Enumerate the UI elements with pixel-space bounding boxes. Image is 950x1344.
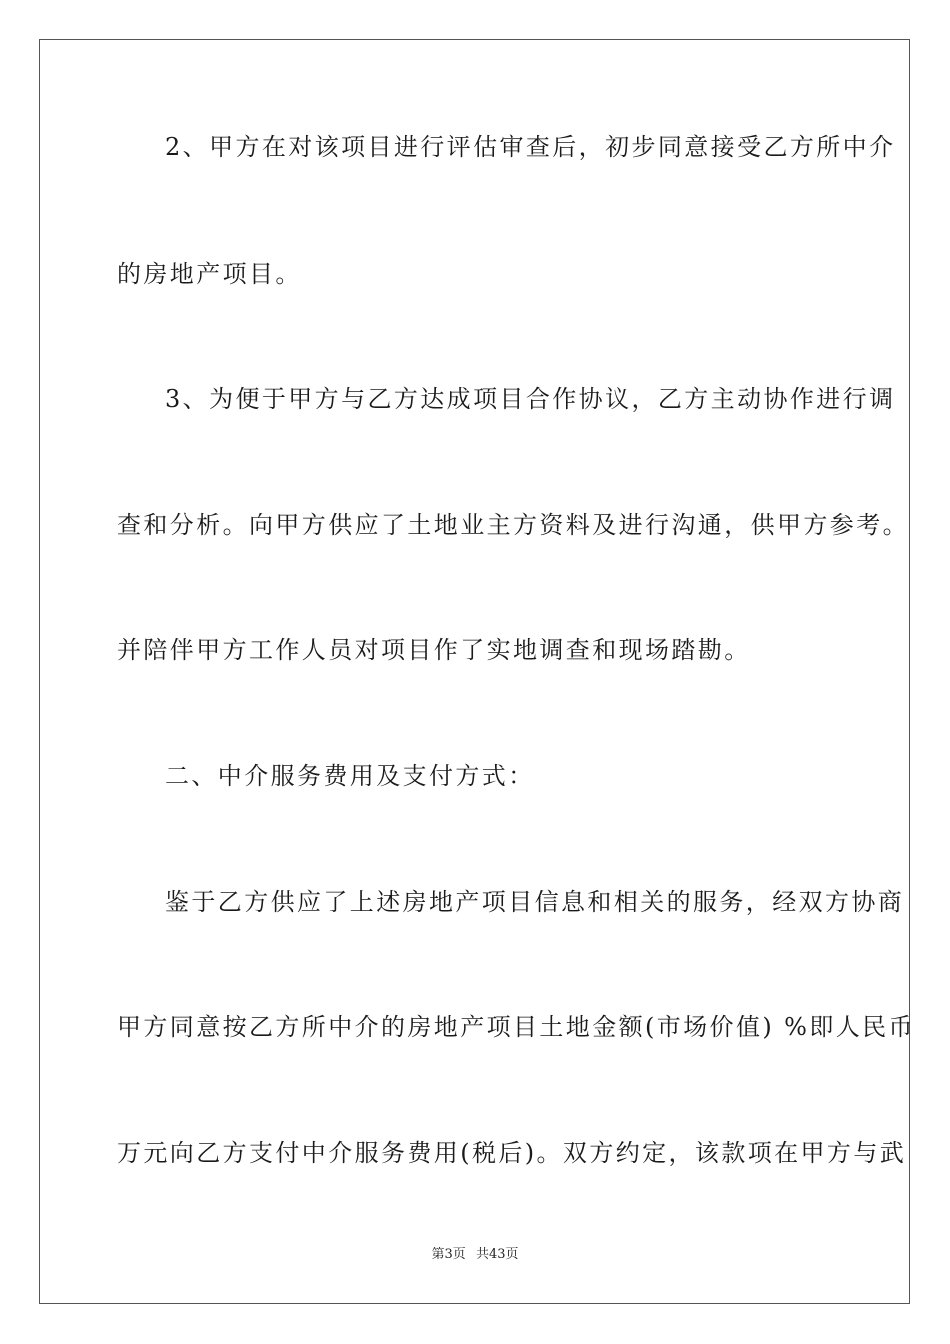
page-footer	[0, 1246, 950, 1264]
current-page-number: 第3页	[431, 1247, 466, 1262]
total-pages: 共43页	[475, 1247, 519, 1262]
paragraph-line: 并陪伴甲方工作人员对项目作了实地调查和现场踏勘。	[117, 636, 751, 664]
paragraph-line: 查和分析。向甲方供应了土地业主方资料及进行沟通，供甲方参考。	[117, 511, 909, 539]
paragraph-line: 甲方同意按乙方所中介的房地产项目土地金额(市场价值) %即人民币	[117, 1013, 915, 1041]
paragraph-line: 的房地产项目。	[117, 260, 302, 288]
page-border	[39, 39, 915, 1304]
paragraph-line: 2、甲方在对该项目进行评估审查后，初步同意接受乙方所中介	[165, 133, 896, 161]
section-heading: 二、中介服务费用及支付方式：	[165, 762, 535, 790]
paragraph-line: 万元向乙方支付中介服务费用(税后)。双方约定，该款项在甲方与武	[117, 1139, 907, 1167]
paragraph-line: 鉴于乙方供应了上述房地产项目信息和相关的服务，经双方协商	[165, 888, 905, 916]
paragraph-line: 3、为便于甲方与乙方达成项目合作协议，乙方主动协作进行调	[165, 385, 896, 413]
